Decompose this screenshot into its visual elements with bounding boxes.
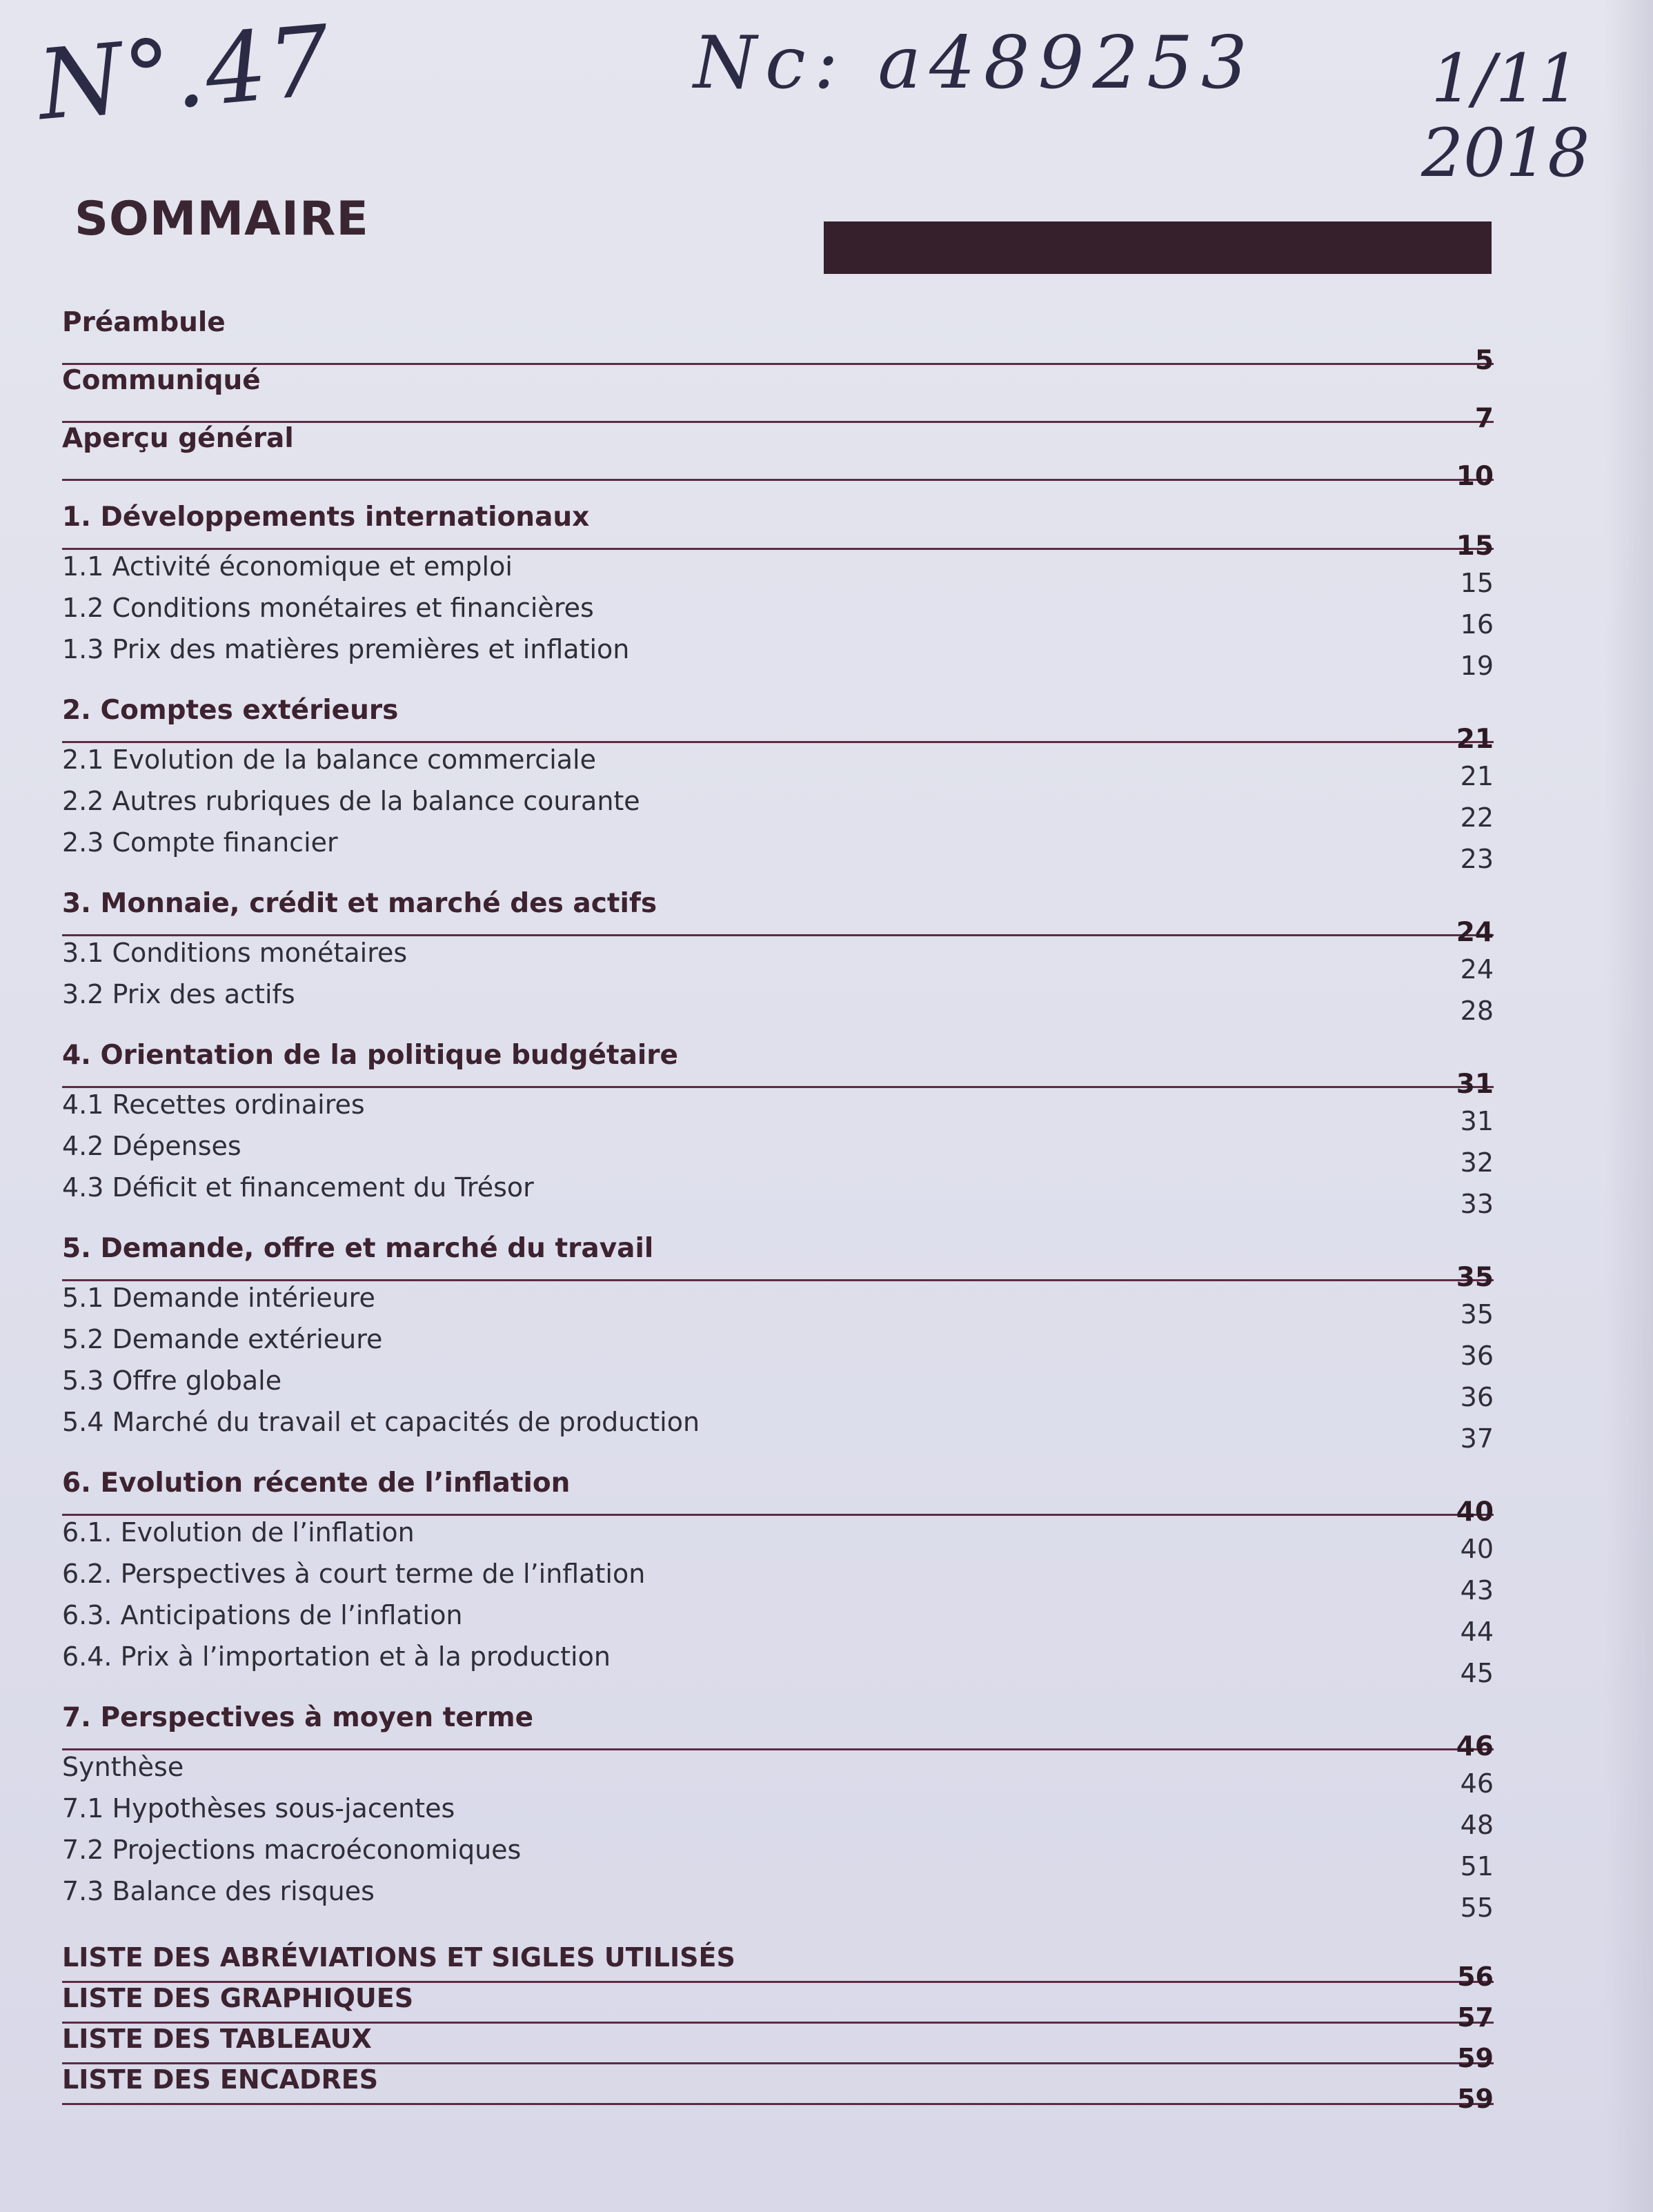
toc-subentry-page: 31 — [1460, 1106, 1494, 1136]
toc-subentry-page: 36 — [1460, 1382, 1494, 1412]
toc-subentry-label: 5.2 Demande extérieure — [62, 1324, 383, 1354]
page-title: SOMMAIRE — [75, 192, 369, 246]
toc-section-1 — [62, 497, 1494, 681]
toc-subentry[interactable] — [62, 826, 1494, 874]
toc-subentry-label: 5.3 Offre globale — [62, 1365, 282, 1396]
toc-entry-apercu-general[interactable] — [62, 423, 1494, 492]
toc-subentry-label: 1.1 Activité économique et emploi — [62, 551, 513, 582]
toc-subentry-page: 22 — [1460, 802, 1494, 833]
toc-subentry-page: 44 — [1460, 1617, 1494, 1647]
toc-section-page: 24 — [1456, 917, 1494, 948]
toc-entry-label: Communiqué — [62, 365, 261, 396]
toc-list-page: 59 — [1457, 2084, 1494, 2114]
toc-section-heading[interactable] — [62, 1463, 1494, 1528]
toc-entry-preambule[interactable] — [62, 307, 1494, 376]
toc-subentry[interactable] — [62, 1557, 1494, 1606]
toc-section-page: 35 — [1456, 1262, 1494, 1293]
toc-list-label: LISTE DES GRAPHIQUES — [62, 1983, 414, 2013]
toc-subentry[interactable] — [62, 1599, 1494, 1647]
toc-section-page: 31 — [1456, 1069, 1494, 1100]
toc-subentry-label: 4.3 Déficit et financement du Trésor — [62, 1172, 534, 1203]
toc-subentry-page: 46 — [1460, 1768, 1494, 1799]
toc-section-5 — [62, 1229, 1494, 1454]
toc-subentry-label: 5.1 Demande intérieure — [62, 1283, 375, 1313]
toc-section-6 — [62, 1463, 1494, 1688]
toc-subentry[interactable] — [62, 1792, 1494, 1840]
toc-section-heading[interactable] — [62, 884, 1494, 948]
toc-section-page: 46 — [1456, 1731, 1494, 1762]
toc-subentry[interactable] — [62, 1875, 1494, 1923]
toc-section-label: 5. Demande, offre et marché du travail — [62, 1233, 654, 1264]
toc-list-tableaux[interactable] — [62, 2024, 1494, 2073]
toc-subentry[interactable] — [62, 1171, 1494, 1219]
toc-section-heading[interactable] — [62, 1698, 1494, 1762]
toc-subentry-page: 28 — [1460, 996, 1494, 1026]
toc-entry-label: Aperçu général — [62, 423, 294, 454]
handwritten-date — [1421, 41, 1590, 190]
toc-subentry[interactable] — [62, 550, 1494, 598]
table-of-contents — [62, 307, 1494, 2114]
toc-section-label: 7. Perspectives à moyen terme — [62, 1702, 534, 1733]
toc-subentry[interactable] — [62, 1281, 1494, 1330]
toc-subentry-label: 7.3 Balance des risques — [62, 1876, 375, 1906]
toc-list-page: 56 — [1457, 1962, 1494, 1992]
toc-subentry-page: 51 — [1460, 1851, 1494, 1882]
toc-subentry[interactable] — [62, 784, 1494, 833]
toc-subentry-label: Synthèse — [62, 1752, 184, 1782]
toc-subentry-page: 32 — [1460, 1147, 1494, 1178]
toc-subentry-label: 6.2. Perspectives à court terme de l’inflation — [62, 1559, 646, 1589]
toc-list-label: LISTE DES ABRÉVIATIONS ET SIGLES UTILISÉS — [62, 1942, 735, 1973]
toc-section-label: 1. Développements internationaux — [62, 502, 590, 533]
handwritten-date-line1: 1/11 — [1431, 40, 1580, 117]
toc-subentry[interactable] — [62, 978, 1494, 1026]
toc-subentry-page: 40 — [1460, 1534, 1494, 1564]
toc-section-2 — [62, 691, 1494, 874]
toc-subentry-label: 5.4 Marché du travail et capacités de production — [62, 1407, 700, 1437]
toc-subentry-page: 48 — [1460, 1810, 1494, 1840]
toc-list-label: LISTE DES TABLEAUX — [62, 2024, 372, 2054]
toc-subentry-label: 7.2 Projections macroéconomiques — [62, 1835, 522, 1865]
toc-subentry-page: 37 — [1460, 1423, 1494, 1454]
toc-subentry-label: 4.1 Recettes ordinaires — [62, 1089, 365, 1120]
toc-entry-label: Préambule — [62, 307, 226, 338]
handwritten-date-line2: 2018 — [1421, 115, 1590, 192]
handwritten-number: N°.47 — [33, 4, 336, 143]
toc-subentry-page: 19 — [1460, 651, 1494, 681]
toc-subentry-page: 35 — [1460, 1299, 1494, 1330]
toc-subentry[interactable] — [62, 743, 1494, 791]
page-edge-shadow — [1605, 0, 1653, 2212]
top-entries — [62, 307, 1494, 492]
toc-subentry[interactable] — [62, 633, 1494, 681]
toc-section-page: 21 — [1456, 724, 1494, 755]
toc-subentry-label: 1.3 Prix des matières premières et inflation — [62, 634, 630, 664]
toc-entry-page: 7 — [1474, 403, 1494, 434]
toc-entry-page: 10 — [1456, 461, 1494, 492]
toc-sections — [62, 497, 1494, 1923]
toc-section-heading[interactable] — [62, 1229, 1494, 1293]
toc-list-page: 59 — [1457, 2043, 1494, 2073]
toc-section-4 — [62, 1036, 1494, 1219]
toc-section-heading[interactable] — [62, 691, 1494, 755]
toc-subentry-label: 3.1 Conditions monétaires — [62, 938, 408, 968]
toc-subentry-page: 36 — [1460, 1341, 1494, 1371]
toc-subentry-label: 2.3 Compte financier — [62, 827, 338, 858]
toc-subentry-label: 2.2 Autres rubriques de la balance courante — [62, 786, 640, 816]
toc-subentry-label: 3.2 Prix des actifs — [62, 979, 295, 1009]
toc-subentry-page: 15 — [1460, 568, 1494, 598]
toc-subentry-page: 43 — [1460, 1575, 1494, 1606]
toc-subentry[interactable] — [62, 1640, 1494, 1688]
toc-list-graphiques[interactable] — [62, 1983, 1494, 2033]
toc-section-page: 15 — [1456, 531, 1494, 562]
toc-section-page: 40 — [1456, 1497, 1494, 1528]
toc-subentry[interactable] — [62, 936, 1494, 985]
toc-subentry-label: 6.1. Evolution de l’inflation — [62, 1517, 415, 1548]
toc-section-heading[interactable] — [62, 497, 1494, 562]
toc-subentry[interactable] — [62, 1405, 1494, 1454]
toc-subentry[interactable] — [62, 1750, 1494, 1799]
toc-subentry-page: 33 — [1460, 1189, 1494, 1219]
toc-subentry[interactable] — [62, 1833, 1494, 1882]
toc-subentry[interactable] — [62, 591, 1494, 640]
toc-subentry-page: 45 — [1460, 1658, 1494, 1688]
toc-section-label: 2. Comptes extérieurs — [62, 695, 399, 726]
toc-subentry-label: 4.2 Dépenses — [62, 1131, 241, 1161]
toc-section-7 — [62, 1698, 1494, 1923]
toc-list-abreviations[interactable] — [62, 1942, 1494, 1992]
toc-subentry-page: 21 — [1460, 761, 1494, 791]
toc-section-label: 4. Orientation de la politique budgétaire — [62, 1040, 678, 1071]
toc-section-label: 3. Monnaie, crédit et marché des actifs — [62, 888, 657, 919]
toc-entry-communique[interactable] — [62, 365, 1494, 434]
toc-lists — [62, 1942, 1494, 2114]
toc-list-page: 57 — [1457, 2002, 1494, 2033]
toc-subentry-page: 24 — [1460, 954, 1494, 985]
toc-subentry-label: 7.1 Hypothèses sous-jacentes — [62, 1793, 455, 1824]
handwritten-nc-code: Nc: a489253 — [693, 21, 1256, 105]
toc-subentry-label: 2.1 Evolution de la balance commerciale — [62, 744, 596, 775]
toc-list-label: LISTE DES ENCADRES — [62, 2064, 379, 2095]
toc-subentry[interactable] — [62, 1323, 1494, 1371]
toc-subentry-page: 23 — [1460, 844, 1494, 874]
toc-section-heading[interactable] — [62, 1036, 1494, 1100]
toc-subentry-page: 55 — [1460, 1893, 1494, 1923]
toc-section-label: 6. Evolution récente de l’inflation — [62, 1468, 571, 1499]
toc-entry-page: 5 — [1474, 345, 1494, 376]
toc-subentry[interactable] — [62, 1088, 1494, 1136]
toc-section-3 — [62, 884, 1494, 1026]
toc-subentry-label: 6.4. Prix à l’importation et à la production — [62, 1641, 611, 1672]
toc-subentry-page: 16 — [1460, 609, 1494, 640]
toc-subentry[interactable] — [62, 1129, 1494, 1178]
toc-subentry-label: 6.3. Anticipations de l’inflation — [62, 1600, 463, 1630]
toc-list-encadres[interactable] — [62, 2064, 1494, 2114]
toc-subentry[interactable] — [62, 1516, 1494, 1564]
toc-subentry[interactable] — [62, 1364, 1494, 1412]
toc-subentry-label: 1.2 Conditions monétaires et financières — [62, 593, 594, 623]
title-decorative-bar — [824, 221, 1492, 274]
